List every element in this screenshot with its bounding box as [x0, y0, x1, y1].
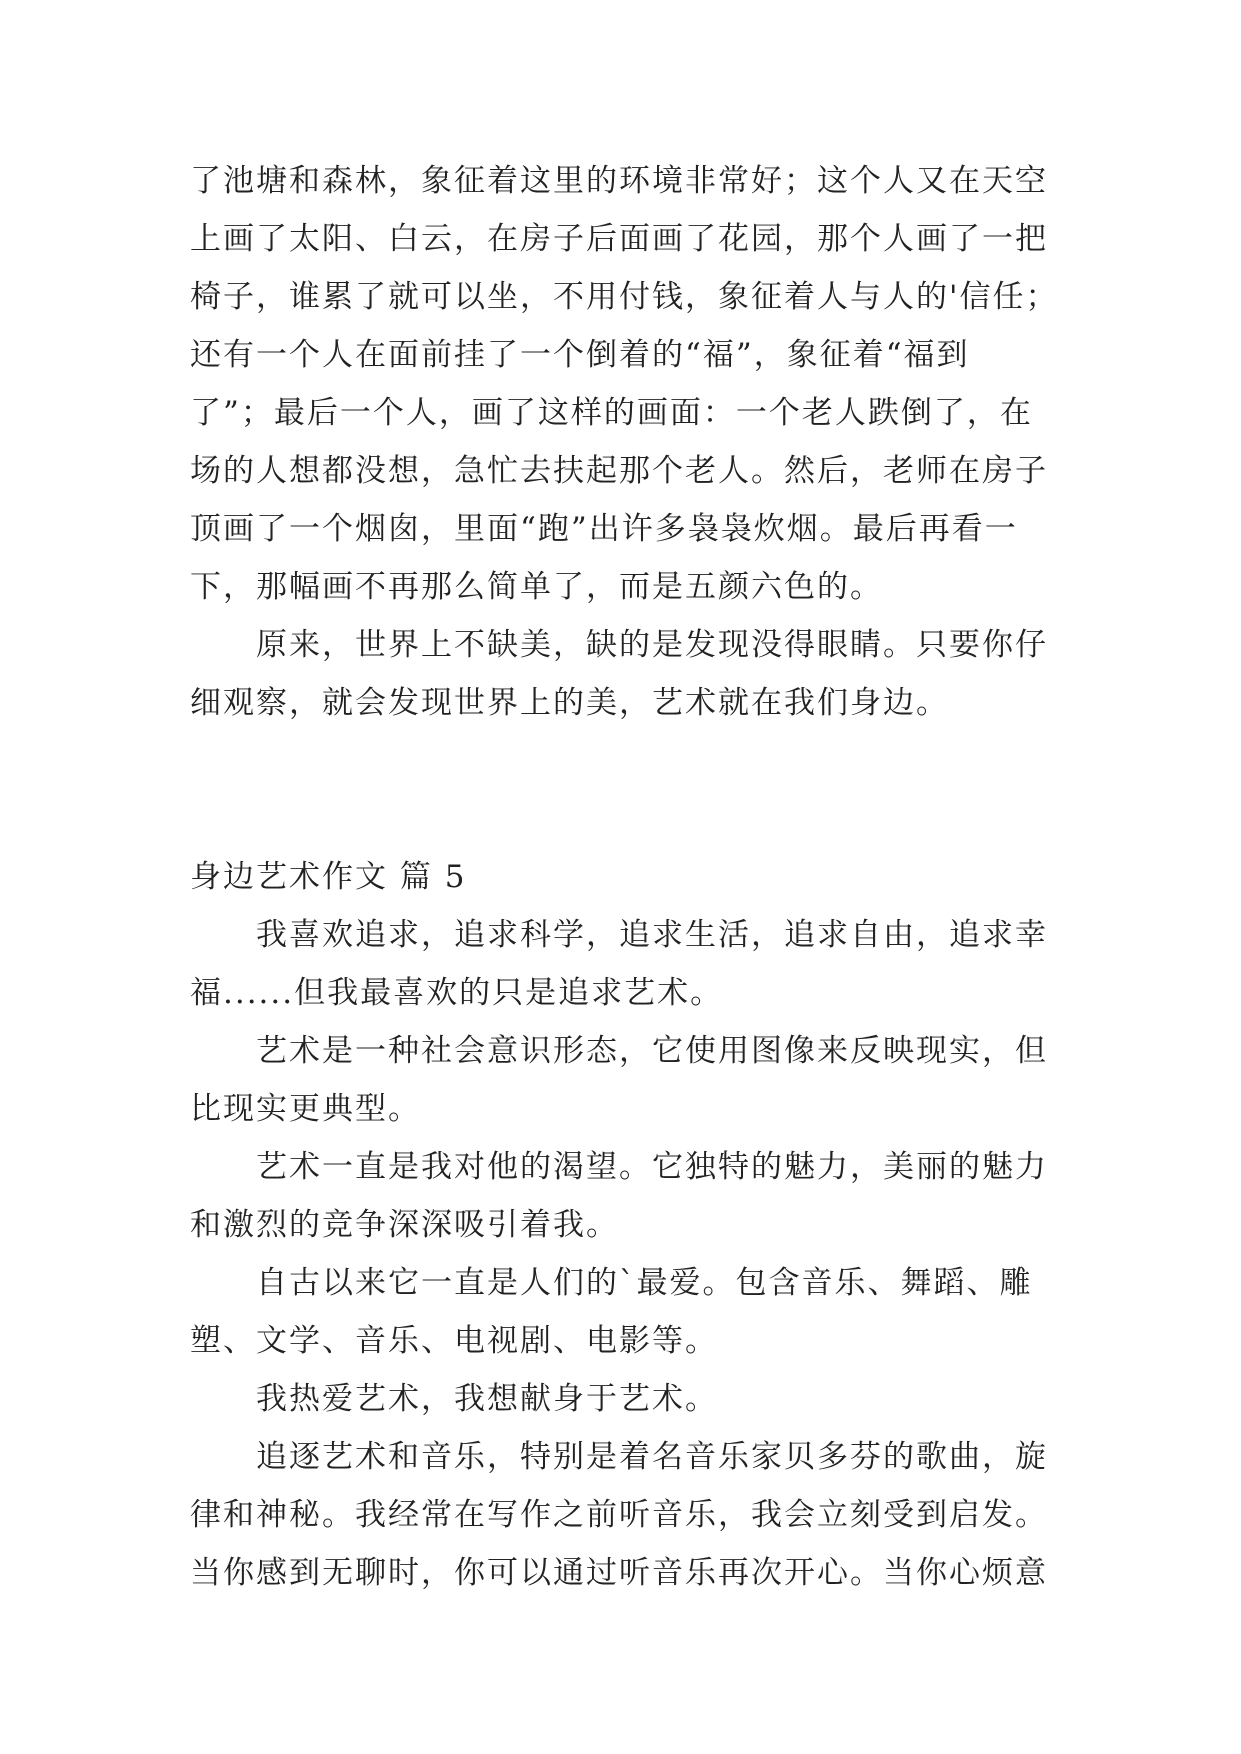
text-line: 追逐艺术和音乐，特别是着名音乐家贝多芬的歌曲，旋 — [256, 1439, 1048, 1475]
text-line: 艺术是一种社会意识形态，它使用图像来反映现实，但 — [256, 1033, 1048, 1069]
article-heading: 身边艺术作文 篇 5 — [190, 859, 467, 895]
text-line: 细观察，就会发现世界上的美，艺术就在我们身边。 — [190, 685, 949, 721]
text-line: 比现实更典型。 — [190, 1091, 421, 1127]
article-paragraph-2 — [190, 1022, 1070, 1138]
prev-paragraph-1 — [190, 152, 1070, 616]
text-line: 了”；最后一个人，画了这样的画面：一个老人跌倒了，在 — [190, 395, 1033, 431]
article-paragraph-6 — [190, 1428, 1070, 1602]
text-line: 顶画了一个烟囱，里面“跑”出许多袅袅炊烟。最后再看一 — [190, 511, 1018, 547]
text-line: 塑、文学、音乐、电视剧、电影等。 — [190, 1323, 718, 1359]
text-line: 我热爱艺术，我想献身于艺术。 — [256, 1381, 718, 1417]
article-paragraph-5 — [190, 1370, 1070, 1428]
article-paragraph-1 — [190, 906, 1070, 1022]
article-paragraph-4 — [190, 1254, 1070, 1370]
section-gap — [190, 732, 1070, 848]
text-line: 律和神秘。我经常在写作之前听音乐，我会立刻受到启发。 — [190, 1497, 1048, 1533]
document-body — [190, 152, 1070, 1602]
text-line: 原来，世界上不缺美，缺的是发现没得眼睛。只要你仔 — [256, 627, 1048, 663]
text-line: 上画了太阳、白云，在房子后面画了花园，那个人画了一把 — [190, 221, 1048, 257]
prev-paragraph-2 — [190, 616, 1070, 732]
article-paragraph-3 — [190, 1138, 1070, 1254]
text-line: 椅子，谁累了就可以坐，不用付钱，象征着人与人的'信任； — [190, 279, 1059, 315]
text-line: 艺术一直是我对他的渴望。它独特的魅力，美丽的魅力 — [256, 1149, 1048, 1185]
text-line: 我喜欢追求，追求科学，追求生活，追求自由，追求幸 — [256, 917, 1048, 953]
text-line: 自古以来它一直是人们的`最爱。包含音乐、舞蹈、雕 — [256, 1265, 1033, 1301]
text-line: 福......但我最喜欢的只是追求艺术。 — [190, 975, 724, 1011]
text-line: 了池塘和森林，象征着这里的环境非常好；这个人又在天空 — [190, 163, 1048, 199]
text-line: 当你感到无聊时，你可以通过听音乐再次开心。当你心烦意 — [190, 1555, 1048, 1591]
text-line: 还有一个人在面前挂了一个倒着的“福”，象征着“福到 — [190, 337, 970, 373]
text-line: 场的人想都没想，急忙去扶起那个老人。然后，老师在房子 — [190, 453, 1048, 489]
text-line: 下，那幅画不再那么简单了，而是五颜六色的。 — [190, 569, 883, 605]
text-line: 和激烈的竞争深深吸引着我。 — [190, 1207, 619, 1243]
